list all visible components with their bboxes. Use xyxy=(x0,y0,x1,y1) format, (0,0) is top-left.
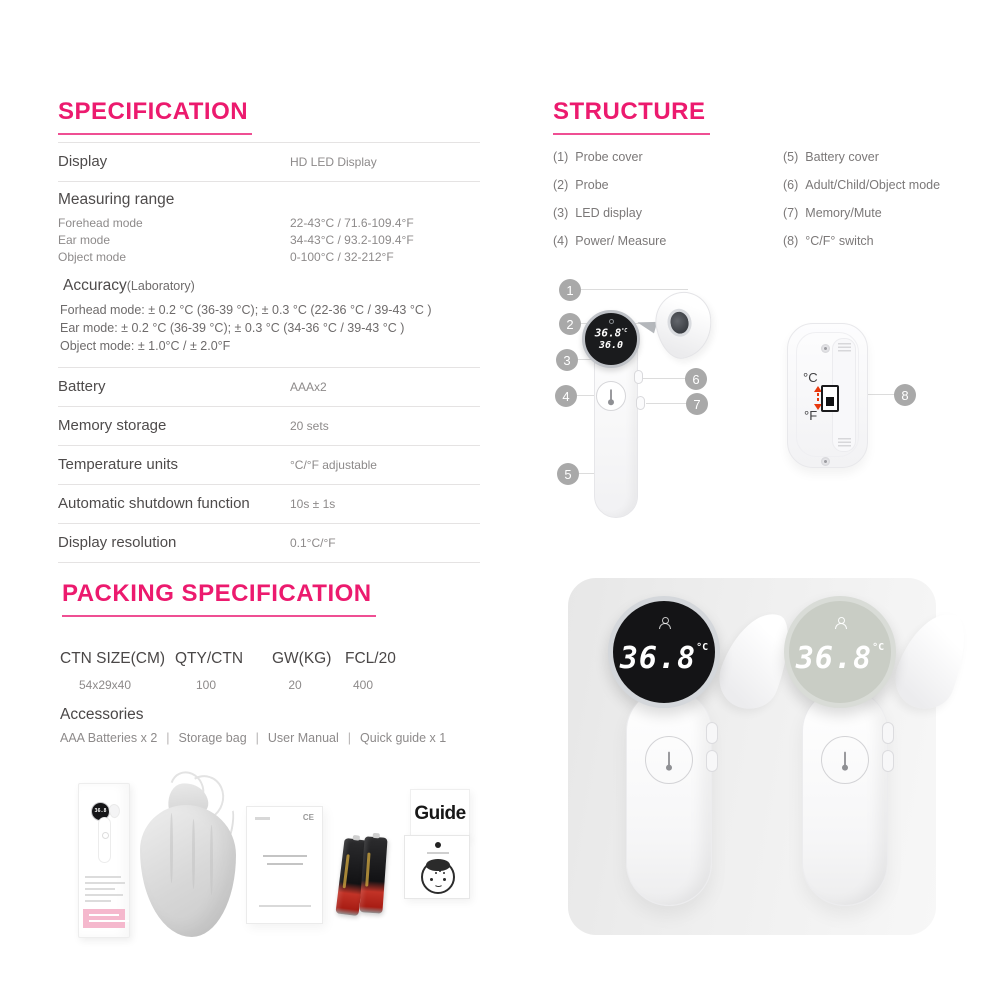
item-label: °C/F° switch xyxy=(805,234,874,248)
spec-label: Memory storage xyxy=(58,417,167,434)
item-number: (4) xyxy=(553,234,569,248)
accessories-photos xyxy=(60,775,490,945)
product-photo-panel xyxy=(568,578,936,935)
user-manual xyxy=(246,806,323,924)
screw-icon xyxy=(821,457,830,466)
box-text-line xyxy=(85,882,125,884)
list-item xyxy=(783,234,940,262)
logo-dot-icon xyxy=(435,842,441,848)
callout-badge: 2 xyxy=(559,313,581,335)
callout-badge: 5 xyxy=(557,463,579,485)
led-display xyxy=(784,596,896,708)
accuracy-group xyxy=(58,272,480,368)
column-header: GW(KG) xyxy=(272,650,332,667)
callout-line xyxy=(646,403,687,404)
eye xyxy=(430,878,433,881)
thermometer-body xyxy=(626,688,712,906)
mode-button xyxy=(706,722,718,744)
spec-value: AAAx2 xyxy=(290,379,327,394)
callout-badge: 6 xyxy=(685,368,707,390)
accessory-item: Quick guide x 1 xyxy=(360,731,447,745)
display-reading-memory: 36.0 xyxy=(598,339,624,351)
table-row xyxy=(58,368,480,407)
list-item xyxy=(783,178,940,206)
hair xyxy=(426,859,450,871)
box-thermometer-cone xyxy=(108,803,122,819)
temperature-reading: $36.8^{^\circ C}$ xyxy=(795,641,885,676)
celsius-label: °C xyxy=(803,370,818,385)
probe-cone xyxy=(887,603,978,717)
packing-title: PACKING SPECIFICATION xyxy=(62,580,376,617)
quick-guide xyxy=(404,787,472,917)
group-heading: Measuring range xyxy=(58,191,175,208)
item-number: (1) xyxy=(553,150,569,164)
box-text-line xyxy=(85,888,115,890)
bag-fold xyxy=(170,813,173,883)
bag-body xyxy=(140,805,236,937)
box-thermometer-body xyxy=(98,817,111,863)
spec-value: 34-43°C / 93.2-109.4°F xyxy=(290,233,414,247)
item-number: (5) xyxy=(783,150,799,164)
baby-face-illustration xyxy=(421,860,455,894)
spec-value: 10s ± 1s xyxy=(290,496,336,511)
thermometer-icon xyxy=(844,752,846,768)
callout-line xyxy=(581,289,688,290)
item-number: (7) xyxy=(783,206,799,220)
list-item xyxy=(783,150,940,178)
accessories-heading: Accessories xyxy=(60,706,144,723)
spec-label: Object mode xyxy=(58,250,127,264)
spec-label: Display xyxy=(58,153,108,170)
adult-mode-icon xyxy=(660,617,668,625)
forehead-dot xyxy=(439,870,441,872)
spec-value: °C/°F adjustable xyxy=(290,457,377,472)
item-label: Probe cover xyxy=(575,150,643,164)
probe-cover-hole xyxy=(665,307,693,339)
adult-mode-icon xyxy=(836,617,844,625)
table-row xyxy=(58,215,480,232)
screw-icon xyxy=(821,344,830,353)
cell-value: 54x29x40 xyxy=(78,678,132,692)
spec-value: 20 sets xyxy=(290,418,329,433)
memory-mute-button xyxy=(706,750,718,772)
spec-label: Automatic shutdown function xyxy=(58,495,250,512)
callout-badge: 1 xyxy=(559,279,581,301)
power-measure-button xyxy=(821,736,869,784)
spec-label: Forehead mode xyxy=(58,216,143,230)
led-display xyxy=(608,596,720,708)
accuracy-line: Ear mode: ± 0.2 °C (36-39 °C); ± 0.3 °C (34-36 °C / 39-43 °C ) xyxy=(60,321,405,335)
structure-list-right xyxy=(783,150,940,262)
led-display xyxy=(582,310,640,368)
item-label: Probe xyxy=(575,178,609,192)
measuring-range-group xyxy=(58,182,480,272)
temperature-reading: $36.8^{^\circ C}$ xyxy=(619,641,709,676)
item-label: Memory/Mute xyxy=(805,206,882,220)
manual-title-line xyxy=(267,863,303,865)
power-measure-button xyxy=(645,736,693,784)
item-label: LED display xyxy=(575,206,642,220)
display-reading: $36.8^{^\circ C}$ xyxy=(594,326,628,340)
spec-value: 22-43°C / 71.6-109.4°F xyxy=(290,216,414,230)
spec-value: HD LED Display xyxy=(290,154,377,169)
accessories-list xyxy=(60,731,446,745)
thermometer-sage-display xyxy=(784,596,964,926)
item-label: Battery cover xyxy=(805,150,879,164)
table-row xyxy=(58,446,480,485)
probe-cover xyxy=(651,288,718,363)
item-label: Adult/Child/Object mode xyxy=(805,178,941,192)
box-text-line xyxy=(85,894,123,896)
spec-label: Battery xyxy=(58,378,106,395)
box-thermometer-display: 36.8 xyxy=(91,802,110,821)
callout-line xyxy=(643,378,686,379)
box-text-line xyxy=(85,876,121,878)
specification-title: SPECIFICATION xyxy=(58,98,252,135)
table-row xyxy=(58,232,480,249)
column-header: CTN SIZE(CM) xyxy=(60,650,166,667)
list-item xyxy=(553,178,666,206)
aaa-batteries xyxy=(338,833,398,923)
accessory-item: AAA Batteries x 2 xyxy=(60,731,158,745)
adult-mode-icon xyxy=(609,319,614,324)
forehead-dot xyxy=(443,872,445,874)
guide-card xyxy=(410,789,470,839)
forehead-dot xyxy=(435,872,437,874)
thermometer-icon xyxy=(610,389,612,402)
cell-value: 100 xyxy=(195,678,217,692)
cell-value: 20 xyxy=(288,678,302,692)
callout-badge: 7 xyxy=(686,393,708,415)
memory-mute-button xyxy=(882,750,894,772)
bag-fold xyxy=(210,825,213,895)
manual-logo xyxy=(255,817,270,820)
box-thermometer-button xyxy=(102,832,109,839)
accuracy-line: Object mode: ± 1.0°C / ± 2.0°F xyxy=(60,339,231,353)
c-f-switch xyxy=(821,385,839,412)
accuracy-label: Accuracy xyxy=(63,277,127,294)
separator: | xyxy=(347,731,352,745)
band-text-line xyxy=(89,914,119,916)
separator: | xyxy=(255,731,259,745)
item-number: (2) xyxy=(553,178,569,192)
structure-diagram xyxy=(553,270,953,555)
item-number: (3) xyxy=(553,206,569,220)
fahrenheit-label: °F xyxy=(804,408,818,423)
item-label: Power/ Measure xyxy=(575,234,667,248)
table-row xyxy=(58,524,480,563)
ce-mark: CE xyxy=(302,813,314,822)
retail-box xyxy=(78,783,130,938)
group-heading xyxy=(58,277,480,295)
spec-label: Display resolution xyxy=(58,534,177,551)
power-measure-button xyxy=(596,381,626,411)
accuracy-line: Forhead mode: ± 0.2 °C (36-39 °C); ± 0.3 °C (22-36 °C / 39-43 °C ) xyxy=(60,303,432,317)
mode-button xyxy=(634,370,643,384)
eye xyxy=(443,878,446,881)
accessory-item: Storage bag xyxy=(178,731,247,745)
callout-badge: 3 xyxy=(556,349,578,371)
item-number: (6) xyxy=(783,178,799,192)
callout-badge: 8 xyxy=(894,384,916,406)
storage-bag xyxy=(140,779,236,937)
manual-title-line xyxy=(263,855,307,857)
mode-button xyxy=(882,722,894,744)
table-row xyxy=(58,407,480,446)
bag-fold xyxy=(192,819,195,889)
list-item xyxy=(553,150,666,178)
list-item xyxy=(553,206,666,234)
accuracy-note: (Laboratory) xyxy=(126,279,195,293)
structure-list-left xyxy=(553,150,666,262)
specification-table xyxy=(58,142,480,563)
table-row xyxy=(58,485,480,524)
column-header: FCL/20 xyxy=(345,650,396,667)
accessory-item: User Manual xyxy=(267,731,339,745)
spec-value: 0.1°C/°F xyxy=(290,535,336,550)
table-row xyxy=(58,143,480,182)
cell-value: 400 xyxy=(352,678,374,692)
smile xyxy=(434,881,443,887)
battery-cover-back xyxy=(787,323,868,468)
spec-label: Ear mode xyxy=(58,233,111,247)
separator: | xyxy=(166,731,170,745)
box-pink-band xyxy=(83,909,125,928)
memory-mute-button xyxy=(636,396,645,410)
thermometer-body xyxy=(802,688,888,906)
manual-footer-line xyxy=(259,905,311,907)
thermometer-black-display xyxy=(608,596,788,926)
list-item xyxy=(783,206,940,234)
guide-label: Guide xyxy=(414,803,466,824)
packet-text-line xyxy=(427,852,449,854)
table-row xyxy=(58,249,480,266)
battery xyxy=(359,836,387,913)
list-item xyxy=(553,234,666,262)
band-text-line xyxy=(89,920,129,922)
box-text-line xyxy=(85,900,111,902)
callout-badge: 4 xyxy=(555,385,577,407)
structure-title: STRUCTURE xyxy=(553,98,710,135)
spec-value: 0-100°C / 32-212°F xyxy=(290,250,394,264)
column-header: QTY/CTN xyxy=(175,650,244,667)
guide-packet xyxy=(404,835,470,899)
item-number: (8) xyxy=(783,234,799,248)
spec-label: Temperature units xyxy=(58,456,179,473)
thermometer-icon xyxy=(668,752,670,768)
